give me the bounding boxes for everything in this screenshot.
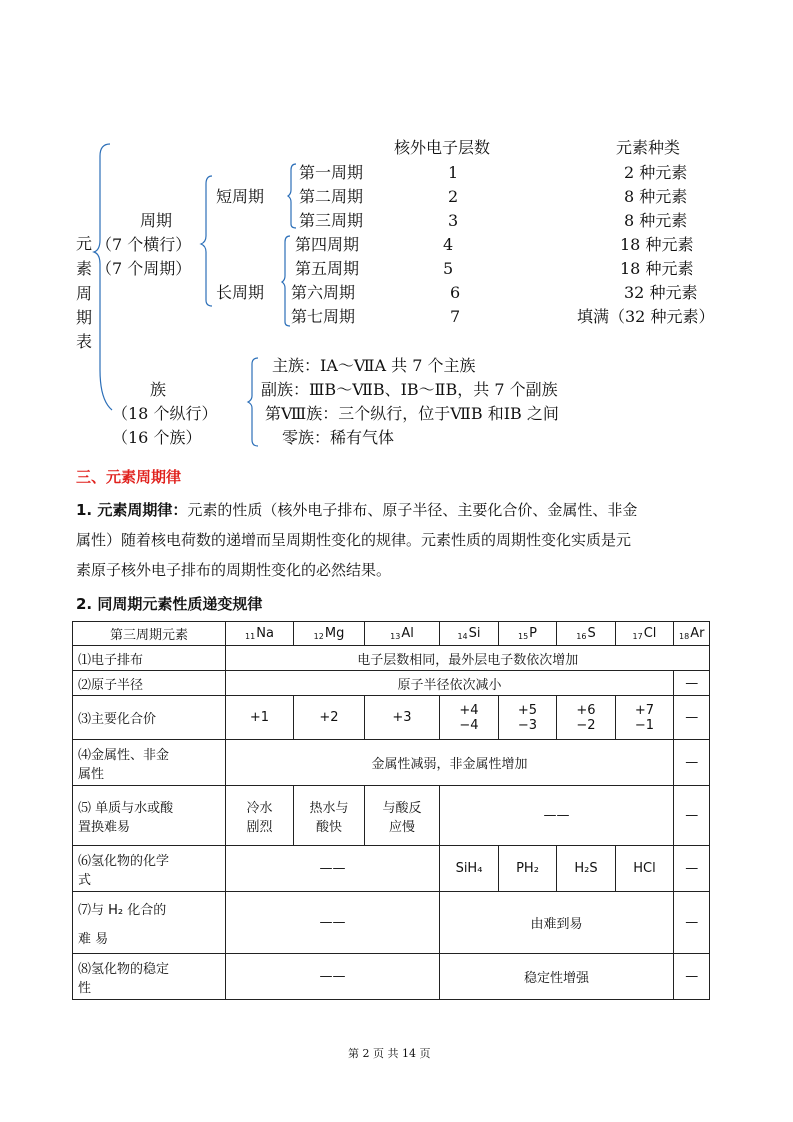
header-label: 第三周期元素 xyxy=(73,622,226,646)
law-label: 1. 元素周期律： xyxy=(76,501,188,519)
element-symbol: Ar xyxy=(690,626,705,641)
reactivity-line: 热水与 xyxy=(309,800,349,816)
group-item: 第Ⅷ族：三个纵行，位于ⅦB 和ⅠB 之间 xyxy=(265,404,559,423)
period-name: 第七周期 xyxy=(291,307,356,326)
group-title: 族 xyxy=(150,380,167,399)
row-label xyxy=(73,846,226,892)
valence-negative: −3 xyxy=(517,717,538,733)
element-symbol: Si xyxy=(468,626,481,641)
period-name: 第二周期 xyxy=(299,187,364,206)
valence-cell: +2 xyxy=(294,696,365,740)
table-row xyxy=(73,954,710,1000)
element-cell xyxy=(294,622,365,646)
ar-cell: — xyxy=(674,696,710,740)
valence-cell: +1 xyxy=(226,696,294,740)
ar-cell: — xyxy=(674,846,710,892)
atomic-number: 15 xyxy=(517,632,529,641)
row-label-line: 性 xyxy=(78,980,92,996)
root-char: 表 xyxy=(76,332,93,351)
period-layers: 7 xyxy=(450,307,461,326)
row-value: 电子层数相同，最外层电子数依次增加 xyxy=(226,646,710,671)
valence-negative: −1 xyxy=(634,717,655,733)
row-value: —— xyxy=(440,786,674,846)
period-kinds: 2 种元素 xyxy=(624,163,688,182)
valence-negative: −4 xyxy=(459,717,479,733)
period-kinds: 8 种元素 xyxy=(624,211,688,230)
header-electron-layers: 核外电子层数 xyxy=(394,138,491,157)
atomic-number: 17 xyxy=(632,632,643,641)
table-row xyxy=(73,646,710,671)
law-paragraph-line: 素原子核外电子排布的周期性变化的必然结果。 xyxy=(76,561,392,579)
group-item: 主族：ⅠA～ⅦA 共 7 个主族 xyxy=(272,356,476,375)
hydride-cell: H₂S xyxy=(557,846,616,892)
row-label xyxy=(73,892,226,954)
period-name: 第五周期 xyxy=(295,259,360,278)
row-value: 原子半径依次减小 xyxy=(226,671,674,696)
period-layers: 3 xyxy=(448,211,459,230)
table-row xyxy=(73,846,710,892)
row-label xyxy=(73,786,226,846)
row-label: ⑴电子排布 xyxy=(73,646,226,671)
ar-cell: — xyxy=(674,786,710,846)
period-name: 第一周期 xyxy=(299,163,364,182)
root-char: 素 xyxy=(76,259,93,278)
element-cell xyxy=(616,622,674,646)
row-label xyxy=(73,954,226,1000)
valence-positive: +7 xyxy=(634,702,655,718)
period-name: 第三周期 xyxy=(299,211,364,230)
table-header-row xyxy=(73,622,710,646)
page-footer: 第 2 页 共 14 页 xyxy=(348,1047,431,1060)
element-cell xyxy=(557,622,616,646)
period-brace xyxy=(198,172,218,312)
period-kinds: 18 种元素 xyxy=(620,235,694,254)
valence-cell xyxy=(557,696,616,740)
group-count: （16 个族） xyxy=(112,428,202,447)
ar-cell: — xyxy=(674,892,710,954)
period-3-properties-table xyxy=(72,621,710,1000)
atomic-number: 12 xyxy=(313,632,324,641)
row-label-line: ⑷金属性、非金 xyxy=(78,747,170,763)
header-element-kinds: 元素种类 xyxy=(616,138,681,157)
row-label-line: 置换难易 xyxy=(78,819,131,835)
period-kinds: 18 种元素 xyxy=(620,259,694,278)
law-text: 元素的性质（核外电子排布、原子半径、主要化合价、金属性、非金 xyxy=(187,501,638,519)
period-name: 第六周期 xyxy=(291,283,356,302)
atomic-number: 16 xyxy=(576,632,587,641)
reactivity-cell xyxy=(365,786,440,846)
row-value: —— xyxy=(226,892,440,954)
ar-cell: — xyxy=(674,954,710,1000)
law-paragraph-line: 属性）随着核电荷数的递增而呈周期性变化的规律。元素性质的周期性变化实质是元 xyxy=(76,531,632,549)
table-row xyxy=(73,740,710,786)
period-count: （7 个周期） xyxy=(96,259,192,278)
long-period-brace xyxy=(280,232,294,330)
row-value: 稳定性增强 xyxy=(440,954,674,1000)
row-label-line: ⑺与 H₂ 化合的 xyxy=(78,902,167,918)
root-brace xyxy=(90,140,120,420)
element-symbol: Cl xyxy=(643,626,657,641)
long-period-label: 长周期 xyxy=(216,283,265,302)
law-paragraph-line xyxy=(76,496,637,524)
reactivity-cell xyxy=(294,786,365,846)
table-row xyxy=(73,696,710,740)
table-row xyxy=(73,786,710,846)
short-period-brace xyxy=(286,160,300,232)
hydride-cell: PH₂ xyxy=(499,846,557,892)
period-layers: 1 xyxy=(448,163,459,182)
valence-cell xyxy=(440,696,499,740)
period-kinds: 32 种元素 xyxy=(624,283,698,302)
row-value: 由难到易 xyxy=(440,892,674,954)
row-label-line: 难 易 xyxy=(78,931,109,947)
element-symbol: Na xyxy=(256,626,274,641)
period-title: 周期 xyxy=(140,211,173,230)
period-layers: 2 xyxy=(448,187,459,206)
ar-cell: — xyxy=(674,671,710,696)
atomic-number: 18 xyxy=(679,632,690,641)
atomic-number: 13 xyxy=(390,632,401,641)
row-value: —— xyxy=(226,846,440,892)
element-cell xyxy=(365,622,440,646)
element-symbol: P xyxy=(529,626,538,641)
reactivity-line: 酸快 xyxy=(315,819,342,835)
hydride-cell: SiH₄ xyxy=(440,846,499,892)
row-label-line: ⑻氢化物的稳定 xyxy=(78,961,170,977)
section-title: 三、元素周期律 xyxy=(76,468,182,486)
row-value: 金属性减弱，非金属性增加 xyxy=(226,740,674,786)
row-value: —— xyxy=(226,954,440,1000)
table-row xyxy=(73,892,710,954)
element-cell xyxy=(440,622,499,646)
valence-cell xyxy=(616,696,674,740)
valence-cell: +3 xyxy=(365,696,440,740)
row-label: ⑶主要化合价 xyxy=(73,696,226,740)
period-name: 第四周期 xyxy=(295,235,360,254)
reactivity-cell xyxy=(226,786,294,846)
element-cell xyxy=(226,622,294,646)
element-symbol: Al xyxy=(401,626,414,641)
row-label-line: ⑹氢化物的化学 xyxy=(78,853,170,869)
row-label-line: 属性 xyxy=(78,766,105,782)
root-char: 元 xyxy=(76,234,93,253)
root-char: 期 xyxy=(76,308,93,327)
period-kinds: 8 种元素 xyxy=(624,187,688,206)
valence-positive: +6 xyxy=(576,702,596,718)
valence-positive: +5 xyxy=(517,702,538,718)
element-symbol: Mg xyxy=(324,626,345,641)
valence-cell xyxy=(499,696,557,740)
atomic-number: 11 xyxy=(245,632,256,641)
row-label xyxy=(73,740,226,786)
row-label-line: ⑸ 单质与水或酸 xyxy=(78,800,174,816)
element-cell xyxy=(499,622,557,646)
period-layers: 6 xyxy=(450,283,461,302)
ar-cell: — xyxy=(674,740,710,786)
group-brace xyxy=(246,354,262,450)
subsection-title: 2. 同周期元素性质递变规律 xyxy=(76,595,263,613)
row-label: ⑵原子半径 xyxy=(73,671,226,696)
period-layers: 5 xyxy=(443,259,454,278)
short-period-label: 短周期 xyxy=(216,187,265,206)
period-kinds: 填满（32 种元素） xyxy=(577,307,715,326)
reactivity-line: 与酸反 xyxy=(382,800,422,816)
atomic-number: 14 xyxy=(457,632,468,641)
reactivity-line: 剧烈 xyxy=(246,819,273,835)
table-row xyxy=(73,671,710,696)
reactivity-line: 应慢 xyxy=(388,819,415,835)
valence-positive: +4 xyxy=(459,702,479,718)
root-char: 周 xyxy=(76,284,93,303)
reactivity-line: 冷水 xyxy=(246,800,273,816)
period-layers: 4 xyxy=(443,235,454,254)
element-cell xyxy=(674,622,710,646)
group-item: 零族：稀有气体 xyxy=(282,428,395,447)
valence-negative: −2 xyxy=(576,717,596,733)
period-rows: （7 个横行） xyxy=(96,235,192,254)
hydride-cell: HCl xyxy=(616,846,674,892)
element-symbol: S xyxy=(587,626,596,641)
row-label-line: 式 xyxy=(78,872,92,888)
group-columns: （18 个纵行） xyxy=(112,404,218,423)
group-item: 副族：ⅢB～ⅦB、ⅠB～ⅡB，共 7 个副族 xyxy=(261,380,558,399)
